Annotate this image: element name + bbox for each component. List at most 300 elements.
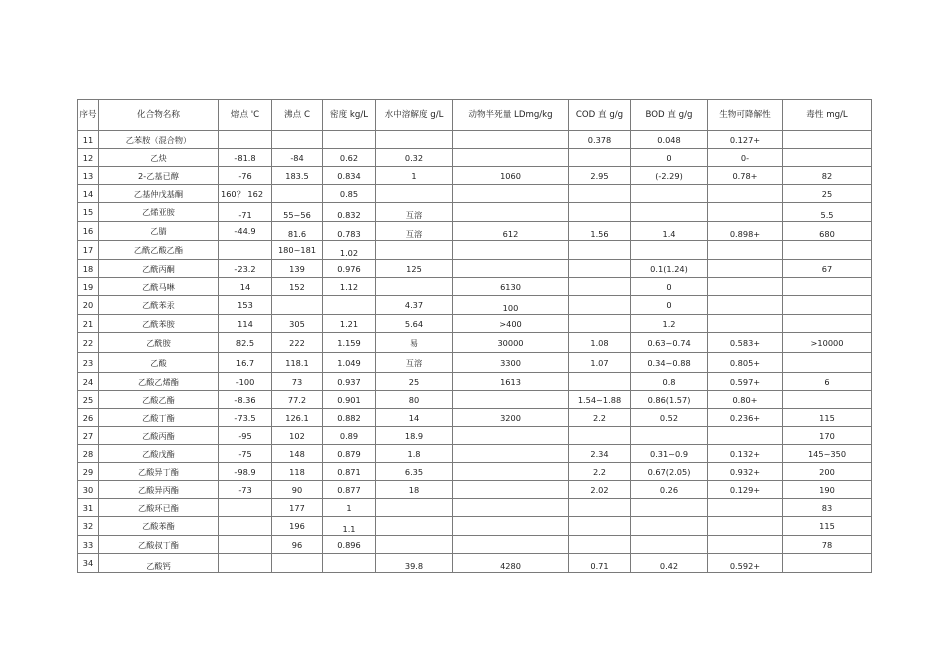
cell-melting-point: -73 bbox=[219, 481, 272, 499]
cell-bod: 0.42 bbox=[631, 554, 708, 573]
cell-biodegradability bbox=[708, 499, 783, 517]
cell-toxicity bbox=[783, 296, 872, 315]
cell-melting-point bbox=[219, 241, 272, 260]
cell-cod: 2.2 bbox=[569, 409, 631, 427]
cell-index: 27 bbox=[78, 427, 99, 445]
cell-ld50 bbox=[453, 517, 569, 536]
cell-melting-point: -75 bbox=[219, 445, 272, 463]
cell-cod bbox=[569, 278, 631, 296]
table-row bbox=[78, 481, 872, 499]
cell-boiling-point: 90 bbox=[272, 481, 323, 499]
header-boiling-point: 沸点 C bbox=[272, 100, 323, 131]
table-row bbox=[78, 185, 872, 203]
cell-index: 32 bbox=[78, 517, 99, 536]
cell-ld50: 3200 bbox=[453, 409, 569, 427]
cell-biodegradability bbox=[708, 278, 783, 296]
cell-index: 33 bbox=[78, 536, 99, 554]
cell-water-solubility: 25 bbox=[376, 373, 453, 391]
cell-cod: 2.02 bbox=[569, 481, 631, 499]
cell-water-solubility: 18.9 bbox=[376, 427, 453, 445]
table-row bbox=[78, 536, 872, 554]
cell-melting-point bbox=[219, 536, 272, 554]
cell-toxicity: 78 bbox=[783, 536, 872, 554]
header-toxicity: 毒性 mg/L bbox=[783, 100, 872, 131]
cell-melting-point: -8.36 bbox=[219, 391, 272, 409]
cell-index: 13 bbox=[78, 167, 99, 185]
cell-bod: 0.1(1.24) bbox=[631, 260, 708, 278]
header-melting-point: 熔点 'C bbox=[219, 100, 272, 131]
cell-ld50 bbox=[453, 131, 569, 149]
cell-water-solubility: 1.8 bbox=[376, 445, 453, 463]
cell-bod bbox=[631, 241, 708, 260]
cell-index: 12 bbox=[78, 149, 99, 167]
table-row bbox=[78, 296, 872, 315]
cell-ld50: 612 bbox=[453, 222, 569, 241]
table-header-row bbox=[78, 100, 872, 131]
cell-melting-point: 160？ 162 bbox=[219, 185, 272, 203]
cell-index: 29 bbox=[78, 463, 99, 481]
cell-index: 25 bbox=[78, 391, 99, 409]
cell-density: 0.901 bbox=[323, 391, 376, 409]
cell-ld50: 6130 bbox=[453, 278, 569, 296]
cell-bod: 0.26 bbox=[631, 481, 708, 499]
cell-compound-name: 乙苯胺（混合物） bbox=[99, 131, 219, 149]
cell-biodegradability: 0.236+ bbox=[708, 409, 783, 427]
cell-index: 31 bbox=[78, 499, 99, 517]
cell-melting-point: -76 bbox=[219, 167, 272, 185]
header-compound-name: 化合物名称 bbox=[99, 100, 219, 131]
cell-density: 1 bbox=[323, 499, 376, 517]
cell-water-solubility: 6.35 bbox=[376, 463, 453, 481]
cell-index: 22 bbox=[78, 333, 99, 353]
cell-compound-name: 乙酸苯酯 bbox=[99, 517, 219, 536]
cell-density: 0.783 bbox=[323, 222, 376, 241]
header-water-solubility: 水中溶解度 g/L bbox=[376, 100, 453, 131]
cell-water-solubility bbox=[376, 536, 453, 554]
cell-cod bbox=[569, 517, 631, 536]
cell-boiling-point: 139 bbox=[272, 260, 323, 278]
cell-density: 1.1 bbox=[323, 517, 376, 536]
cell-cod: 1.07 bbox=[569, 353, 631, 373]
cell-bod: 0.048 bbox=[631, 131, 708, 149]
cell-compound-name: 乙酸乙酯 bbox=[99, 391, 219, 409]
cell-index: 34 bbox=[78, 554, 99, 573]
cell-bod bbox=[631, 185, 708, 203]
cell-density: 0.834 bbox=[323, 167, 376, 185]
cell-cod bbox=[569, 185, 631, 203]
cell-density: 1.049 bbox=[323, 353, 376, 373]
cell-cod bbox=[569, 315, 631, 333]
table-row bbox=[78, 373, 872, 391]
cell-ld50: 1613 bbox=[453, 373, 569, 391]
cell-toxicity: 190 bbox=[783, 481, 872, 499]
cell-water-solubility: 易 bbox=[376, 333, 453, 353]
cell-index: 16 bbox=[78, 222, 99, 241]
cell-water-solubility bbox=[376, 131, 453, 149]
cell-cod bbox=[569, 149, 631, 167]
table-row bbox=[78, 554, 872, 573]
cell-toxicity: 115 bbox=[783, 409, 872, 427]
cell-ld50: 1060 bbox=[453, 167, 569, 185]
cell-boiling-point: 126.1 bbox=[272, 409, 323, 427]
cell-compound-name: 乙酸异丙酯 bbox=[99, 481, 219, 499]
cell-bod: 1.2 bbox=[631, 315, 708, 333]
cell-boiling-point bbox=[272, 296, 323, 315]
cell-bod: 0 bbox=[631, 278, 708, 296]
cell-melting-point bbox=[219, 499, 272, 517]
cell-density: 0.62 bbox=[323, 149, 376, 167]
cell-bod: 0.34~0.88 bbox=[631, 353, 708, 373]
cell-density: 0.832 bbox=[323, 203, 376, 222]
cell-melting-point: 153 bbox=[219, 296, 272, 315]
cell-cod: 1.54~1.88 bbox=[569, 391, 631, 409]
cell-toxicity bbox=[783, 131, 872, 149]
cell-compound-name: 乙酸丙酯 bbox=[99, 427, 219, 445]
cell-melting-point: -95 bbox=[219, 427, 272, 445]
cell-toxicity bbox=[783, 315, 872, 333]
cell-toxicity bbox=[783, 554, 872, 573]
cell-index: 11 bbox=[78, 131, 99, 149]
cell-water-solubility: 14 bbox=[376, 409, 453, 427]
cell-ld50: 30000 bbox=[453, 333, 569, 353]
cell-water-solubility: 5.64 bbox=[376, 315, 453, 333]
cell-cod bbox=[569, 427, 631, 445]
cell-density: 1.159 bbox=[323, 333, 376, 353]
table-row bbox=[78, 315, 872, 333]
table-row bbox=[78, 260, 872, 278]
cell-biodegradability bbox=[708, 185, 783, 203]
cell-toxicity: 25 bbox=[783, 185, 872, 203]
cell-water-solubility: 18 bbox=[376, 481, 453, 499]
cell-index: 23 bbox=[78, 353, 99, 373]
cell-boiling-point: 152 bbox=[272, 278, 323, 296]
cell-bod bbox=[631, 499, 708, 517]
cell-boiling-point: 118.1 bbox=[272, 353, 323, 373]
cell-cod bbox=[569, 499, 631, 517]
cell-bod: 0.63~0.74 bbox=[631, 333, 708, 353]
cell-cod: 1.56 bbox=[569, 222, 631, 241]
cell-ld50 bbox=[453, 445, 569, 463]
cell-compound-name: 乙酰苯胺 bbox=[99, 315, 219, 333]
cell-toxicity: 67 bbox=[783, 260, 872, 278]
cell-bod bbox=[631, 203, 708, 222]
cell-boiling-point bbox=[272, 131, 323, 149]
cell-boiling-point: 73 bbox=[272, 373, 323, 391]
cell-melting-point: -44.9 bbox=[219, 222, 272, 241]
cell-density: 1.02 bbox=[323, 241, 376, 260]
cell-biodegradability bbox=[708, 536, 783, 554]
cell-water-solubility: 1 bbox=[376, 167, 453, 185]
header-bod: BOD 直 g/g bbox=[631, 100, 708, 131]
cell-water-solubility: 互溶 bbox=[376, 222, 453, 241]
cell-cod bbox=[569, 260, 631, 278]
cell-water-solubility: 39.8 bbox=[376, 554, 453, 573]
cell-melting-point: -73.5 bbox=[219, 409, 272, 427]
cell-ld50 bbox=[453, 203, 569, 222]
cell-boiling-point: 148 bbox=[272, 445, 323, 463]
cell-ld50 bbox=[453, 481, 569, 499]
cell-melting-point: 16.7 bbox=[219, 353, 272, 373]
cell-bod: (-2.29) bbox=[631, 167, 708, 185]
cell-toxicity: 5.5 bbox=[783, 203, 872, 222]
cell-density: 0.937 bbox=[323, 373, 376, 391]
cell-density: 0.871 bbox=[323, 463, 376, 481]
cell-toxicity: 115 bbox=[783, 517, 872, 536]
table-row bbox=[78, 222, 872, 241]
cell-compound-name: 乙基仲戊基酮 bbox=[99, 185, 219, 203]
cell-water-solubility: 互溶 bbox=[376, 203, 453, 222]
cell-toxicity bbox=[783, 353, 872, 373]
cell-compound-name: 乙酸戊酯 bbox=[99, 445, 219, 463]
cell-biodegradability bbox=[708, 203, 783, 222]
cell-index: 21 bbox=[78, 315, 99, 333]
cell-toxicity: 680 bbox=[783, 222, 872, 241]
table-row bbox=[78, 131, 872, 149]
cell-melting-point: 14 bbox=[219, 278, 272, 296]
cell-boiling-point: 222 bbox=[272, 333, 323, 353]
cell-boiling-point: 118 bbox=[272, 463, 323, 481]
cell-compound-name: 乙酸异丁酯 bbox=[99, 463, 219, 481]
cell-boiling-point: 183.5 bbox=[272, 167, 323, 185]
cell-boiling-point: 96 bbox=[272, 536, 323, 554]
cell-water-solubility: 125 bbox=[376, 260, 453, 278]
cell-density: 0.976 bbox=[323, 260, 376, 278]
cell-biodegradability: 0.583+ bbox=[708, 333, 783, 353]
cell-cod bbox=[569, 296, 631, 315]
cell-boiling-point: 55~56 bbox=[272, 203, 323, 222]
cell-melting-point: 114 bbox=[219, 315, 272, 333]
cell-toxicity: 145~350 bbox=[783, 445, 872, 463]
cell-boiling-point: -84 bbox=[272, 149, 323, 167]
cell-density: 1.21 bbox=[323, 315, 376, 333]
cell-biodegradability: 0.597+ bbox=[708, 373, 783, 391]
cell-compound-name: 乙酸环已酯 bbox=[99, 499, 219, 517]
table-row bbox=[78, 333, 872, 353]
cell-cod: 2.34 bbox=[569, 445, 631, 463]
cell-bod bbox=[631, 517, 708, 536]
cell-water-solubility: 0.32 bbox=[376, 149, 453, 167]
cell-boiling-point bbox=[272, 185, 323, 203]
cell-toxicity: >10000 bbox=[783, 333, 872, 353]
cell-index: 15 bbox=[78, 203, 99, 222]
cell-ld50 bbox=[453, 463, 569, 481]
cell-bod: 0.8 bbox=[631, 373, 708, 391]
cell-toxicity bbox=[783, 391, 872, 409]
cell-melting-point bbox=[219, 131, 272, 149]
cell-biodegradability bbox=[708, 296, 783, 315]
cell-compound-name: 乙酸钙 bbox=[99, 554, 219, 573]
cell-bod: 0.52 bbox=[631, 409, 708, 427]
cell-toxicity: 6 bbox=[783, 373, 872, 391]
cell-index: 28 bbox=[78, 445, 99, 463]
cell-biodegradability: 0.592+ bbox=[708, 554, 783, 573]
cell-density: 0.89 bbox=[323, 427, 376, 445]
table-row bbox=[78, 278, 872, 296]
compound-properties-table bbox=[77, 99, 872, 573]
cell-ld50: 3300 bbox=[453, 353, 569, 373]
cell-bod: 0 bbox=[631, 296, 708, 315]
cell-boiling-point: 177 bbox=[272, 499, 323, 517]
cell-toxicity bbox=[783, 241, 872, 260]
cell-biodegradability bbox=[708, 241, 783, 260]
cell-biodegradability bbox=[708, 427, 783, 445]
cell-melting-point: -23.2 bbox=[219, 260, 272, 278]
table-row bbox=[78, 445, 872, 463]
cell-bod bbox=[631, 427, 708, 445]
cell-biodegradability: 0- bbox=[708, 149, 783, 167]
cell-compound-name: 乙酸 bbox=[99, 353, 219, 373]
cell-cod: 1.08 bbox=[569, 333, 631, 353]
table-row bbox=[78, 463, 872, 481]
header-biodegradability: 生物可降解性 bbox=[708, 100, 783, 131]
table-row bbox=[78, 499, 872, 517]
cell-density: 0.879 bbox=[323, 445, 376, 463]
cell-biodegradability: 0.78+ bbox=[708, 167, 783, 185]
table-row bbox=[78, 241, 872, 260]
cell-ld50 bbox=[453, 536, 569, 554]
cell-compound-name: 乙烯亚胺 bbox=[99, 203, 219, 222]
cell-water-solubility: 4.37 bbox=[376, 296, 453, 315]
cell-compound-name: 乙酰马啉 bbox=[99, 278, 219, 296]
cell-boiling-point: 305 bbox=[272, 315, 323, 333]
header-density: 密度 kg/L bbox=[323, 100, 376, 131]
cell-ld50 bbox=[453, 241, 569, 260]
cell-ld50: 100 bbox=[453, 296, 569, 315]
table-row bbox=[78, 167, 872, 185]
cell-ld50 bbox=[453, 149, 569, 167]
cell-biodegradability bbox=[708, 260, 783, 278]
cell-biodegradability: 0.129+ bbox=[708, 481, 783, 499]
cell-boiling-point: 77.2 bbox=[272, 391, 323, 409]
cell-melting-point: -71 bbox=[219, 203, 272, 222]
cell-toxicity: 82 bbox=[783, 167, 872, 185]
cell-water-solubility bbox=[376, 185, 453, 203]
cell-compound-name: 乙腈 bbox=[99, 222, 219, 241]
table-row bbox=[78, 353, 872, 373]
cell-index: 17 bbox=[78, 241, 99, 260]
cell-melting-point bbox=[219, 517, 272, 536]
cell-cod: 0.378 bbox=[569, 131, 631, 149]
cell-biodegradability: 0.805+ bbox=[708, 353, 783, 373]
table-row bbox=[78, 517, 872, 536]
cell-cod: 2.2 bbox=[569, 463, 631, 481]
cell-compound-name: 乙酰苯汞 bbox=[99, 296, 219, 315]
cell-index: 30 bbox=[78, 481, 99, 499]
cell-water-solubility bbox=[376, 241, 453, 260]
cell-compound-name: 乙酸乙烯酯 bbox=[99, 373, 219, 391]
cell-melting-point: -100 bbox=[219, 373, 272, 391]
cell-biodegradability: 0.932+ bbox=[708, 463, 783, 481]
cell-ld50 bbox=[453, 499, 569, 517]
cell-ld50 bbox=[453, 185, 569, 203]
cell-biodegradability: 0.898+ bbox=[708, 222, 783, 241]
cell-water-solubility bbox=[376, 278, 453, 296]
cell-compound-name: 2-乙基已醇 bbox=[99, 167, 219, 185]
cell-cod: 0.71 bbox=[569, 554, 631, 573]
cell-density bbox=[323, 296, 376, 315]
cell-toxicity: 83 bbox=[783, 499, 872, 517]
cell-biodegradability: 0.127+ bbox=[708, 131, 783, 149]
cell-ld50: >400 bbox=[453, 315, 569, 333]
cell-bod: 0.31~0.9 bbox=[631, 445, 708, 463]
cell-melting-point: -98.9 bbox=[219, 463, 272, 481]
cell-compound-name: 乙酰胺 bbox=[99, 333, 219, 353]
cell-water-solubility bbox=[376, 499, 453, 517]
cell-compound-name: 乙酰丙酮 bbox=[99, 260, 219, 278]
cell-boiling-point: 81.6 bbox=[272, 222, 323, 241]
cell-bod: 0.67(2.05) bbox=[631, 463, 708, 481]
cell-index: 26 bbox=[78, 409, 99, 427]
cell-cod bbox=[569, 241, 631, 260]
cell-boiling-point bbox=[272, 554, 323, 573]
cell-index: 18 bbox=[78, 260, 99, 278]
cell-ld50 bbox=[453, 260, 569, 278]
cell-index: 14 bbox=[78, 185, 99, 203]
cell-ld50 bbox=[453, 427, 569, 445]
cell-compound-name: 乙酸丁酯 bbox=[99, 409, 219, 427]
table-row bbox=[78, 203, 872, 222]
cell-density: 0.882 bbox=[323, 409, 376, 427]
table-row bbox=[78, 427, 872, 445]
cell-index: 20 bbox=[78, 296, 99, 315]
cell-cod: 2.95 bbox=[569, 167, 631, 185]
cell-biodegradability: 0.132+ bbox=[708, 445, 783, 463]
cell-compound-name: 乙酰乙酸乙酯 bbox=[99, 241, 219, 260]
cell-index: 19 bbox=[78, 278, 99, 296]
cell-cod bbox=[569, 373, 631, 391]
cell-index: 24 bbox=[78, 373, 99, 391]
cell-ld50 bbox=[453, 391, 569, 409]
cell-melting-point: 82.5 bbox=[219, 333, 272, 353]
cell-density: 0.877 bbox=[323, 481, 376, 499]
cell-biodegradability bbox=[708, 315, 783, 333]
cell-toxicity bbox=[783, 149, 872, 167]
cell-boiling-point: 180~181 bbox=[272, 241, 323, 260]
cell-density: 0.896 bbox=[323, 536, 376, 554]
cell-compound-name: 乙酸叔丁酯 bbox=[99, 536, 219, 554]
cell-cod bbox=[569, 203, 631, 222]
cell-bod bbox=[631, 536, 708, 554]
cell-bod: 1.4 bbox=[631, 222, 708, 241]
cell-toxicity bbox=[783, 278, 872, 296]
cell-biodegradability: 0.80+ bbox=[708, 391, 783, 409]
header-index: 序号 bbox=[78, 100, 99, 131]
cell-cod bbox=[569, 536, 631, 554]
table-row bbox=[78, 391, 872, 409]
table-row bbox=[78, 409, 872, 427]
cell-melting-point bbox=[219, 554, 272, 573]
header-ld50: 动物半死量 LDmg/kg bbox=[453, 100, 569, 131]
cell-density bbox=[323, 131, 376, 149]
cell-water-solubility bbox=[376, 517, 453, 536]
cell-boiling-point: 102 bbox=[272, 427, 323, 445]
cell-density bbox=[323, 554, 376, 573]
cell-biodegradability bbox=[708, 517, 783, 536]
cell-toxicity: 200 bbox=[783, 463, 872, 481]
cell-toxicity: 170 bbox=[783, 427, 872, 445]
cell-water-solubility: 80 bbox=[376, 391, 453, 409]
cell-boiling-point: 196 bbox=[272, 517, 323, 536]
cell-water-solubility: 互溶 bbox=[376, 353, 453, 373]
cell-compound-name: 乙炔 bbox=[99, 149, 219, 167]
cell-density: 0.85 bbox=[323, 185, 376, 203]
cell-bod: 0.86(1.57) bbox=[631, 391, 708, 409]
table-row bbox=[78, 149, 872, 167]
cell-ld50: 4280 bbox=[453, 554, 569, 573]
cell-density: 1.12 bbox=[323, 278, 376, 296]
cell-bod: 0 bbox=[631, 149, 708, 167]
header-cod: COD 直 g/g bbox=[569, 100, 631, 131]
